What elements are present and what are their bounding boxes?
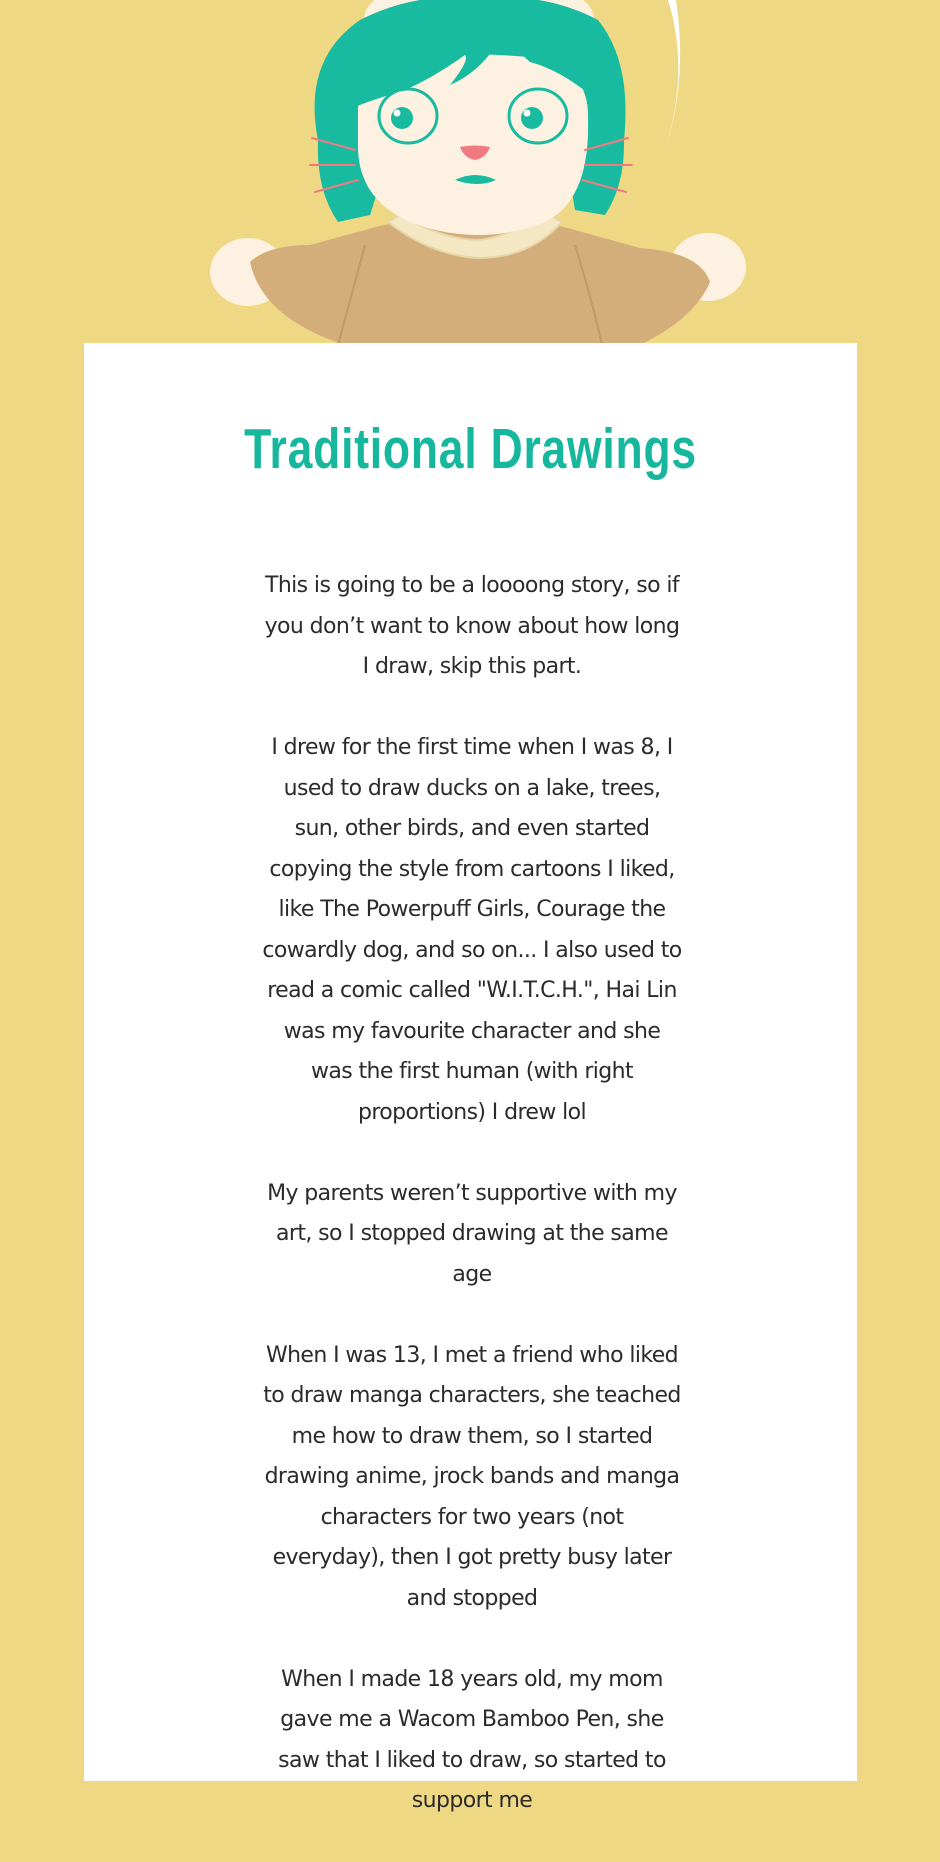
story-paragraph: I drew for the first time when I was 8, I used to draw ducks on a lake, trees, sun, other birds, and even started copying the style from cartoons I liked, like The Powerpuff Girls, Courage the cowardly dog, and so on... I also used to read a comic called "W.I.T.C.H.", Hai Lin was my favourite character and she was the first human (with right proportions) I drew lol bbox=[262, 735, 682, 1125]
story-paragraph: When I was 13, I met a friend who liked to draw manga characters, she teached me how to draw them, so I started drawing anime, jrock bands and manga characters for two years (not everyday), then I got pretty busy later and stopped bbox=[263, 1342, 681, 1611]
content-card bbox=[84, 343, 857, 1813]
story-text bbox=[262, 566, 682, 1862]
mascot-illustration bbox=[0, 0, 940, 345]
story-paragraph: When I made 18 years old, my mom gave me a Wacom Bamboo Pen, she saw that I liked to draw, so started to support me bbox=[278, 1666, 666, 1813]
page-title: Traditional Drawings bbox=[244, 417, 697, 481]
story-paragraph: This is going to be a loooong story, so if you don’t want to know about how long I draw, skip this part. bbox=[264, 573, 680, 679]
story-paragraph: My parents weren’t supportive with my art, so I stopped drawing at the same age bbox=[267, 1180, 677, 1287]
